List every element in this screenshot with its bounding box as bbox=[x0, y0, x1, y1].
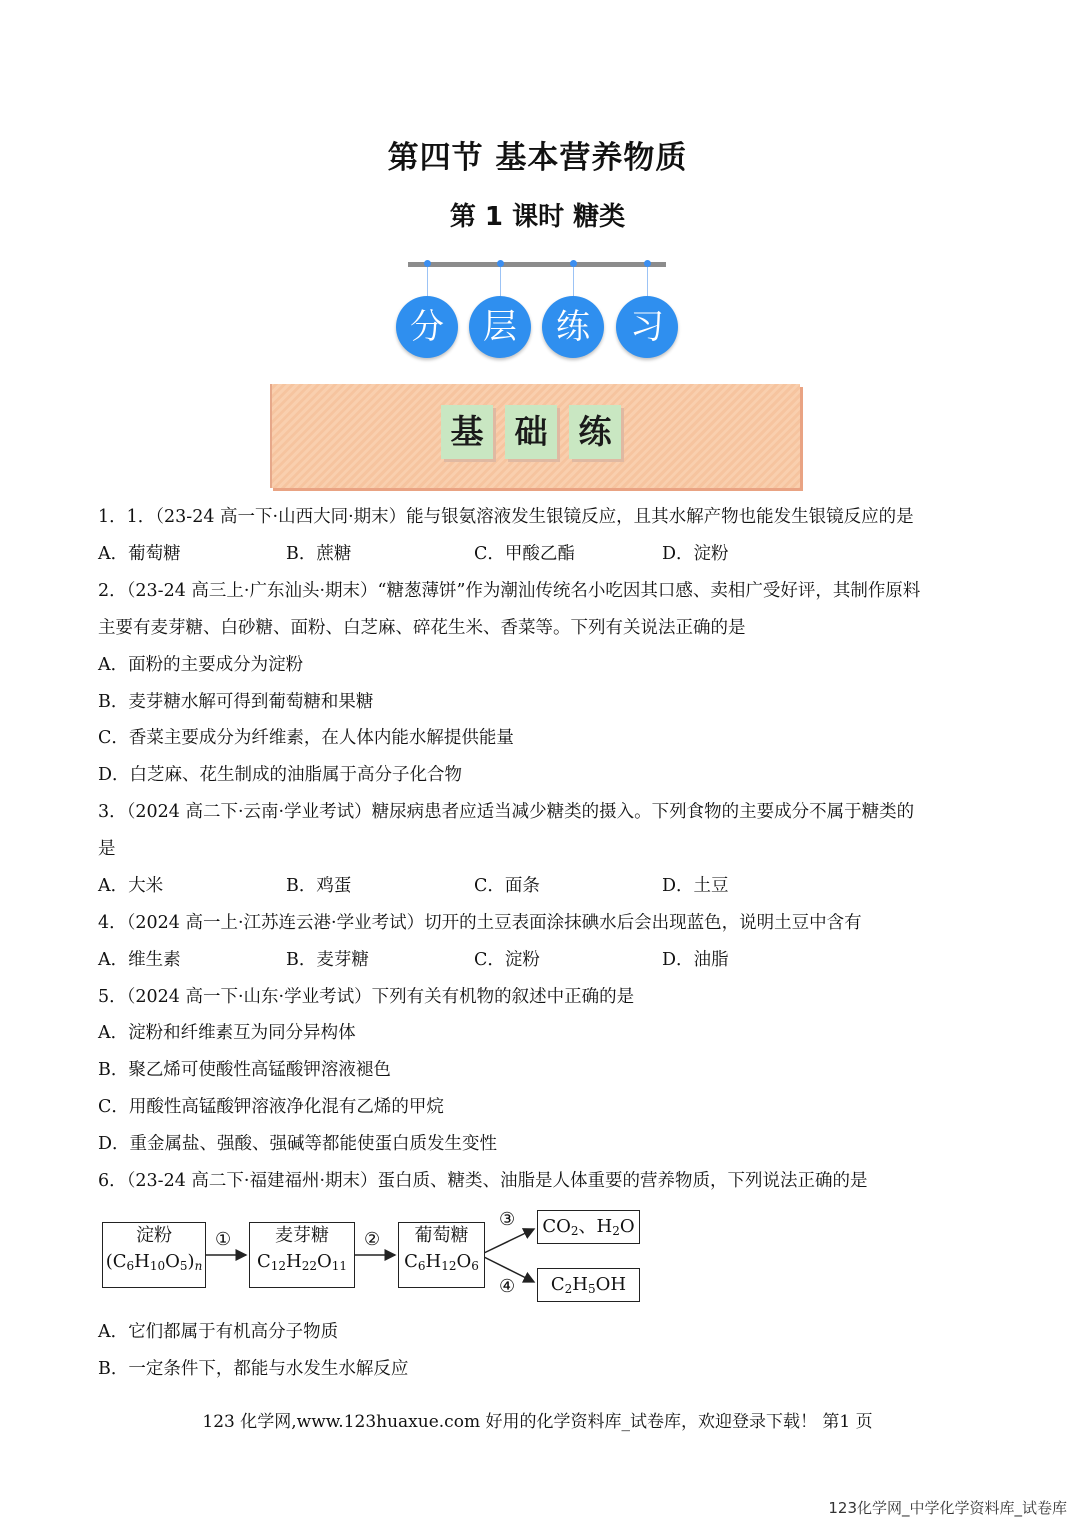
question-stem: 6．（23-24 高二下·福建福州·期末）蛋白质、糖类、油脂是人体重要的营养物质，下列说法正确的是 bbox=[98, 1171, 868, 1191]
question-stem: 5．（2024 高一下·山东·学业考试）下列有关有机物的叙述中正确的是 bbox=[98, 987, 635, 1007]
badge-char: 练 bbox=[542, 296, 604, 358]
option: C．淀粉 bbox=[474, 950, 540, 970]
question-stem: 2．（23-24 高三上·广东汕头·期末）“糖葱薄饼”作为潮汕传统名小吃因其口感、卖相广受好评，其制作原料 bbox=[98, 581, 921, 601]
box-name: 葡萄糖 bbox=[414, 1225, 469, 1246]
question-stem: 是 bbox=[98, 839, 116, 859]
question-stem: 4．（2024 高一上·江苏连云港·学业考试）切开的土豆表面涂抹碘水后会出现蓝色，说明土豆中含有 bbox=[98, 913, 862, 933]
starch-box bbox=[102, 1222, 206, 1288]
badge-dot bbox=[424, 260, 431, 267]
formula-maltose: $C_{12}H_{22}O_{11}$ bbox=[256, 1251, 348, 1273]
question-options-row bbox=[98, 948, 998, 972]
box-name: 麦芽糖 bbox=[275, 1225, 329, 1246]
question-options-row bbox=[98, 874, 998, 898]
question-options-row bbox=[98, 542, 998, 566]
badge-string bbox=[500, 266, 501, 296]
option: D．白芝麻、花生制成的油脂属于高分子化合物 bbox=[98, 765, 463, 785]
option: B．麦芽糖水解可得到葡萄糖和果糖 bbox=[98, 692, 374, 712]
step-label: ② bbox=[364, 1229, 381, 1250]
reaction-diagram bbox=[0, 1205, 1075, 1310]
option: D．油脂 bbox=[662, 950, 729, 970]
option: C．香菜主要成分为纤维素，在人体内能水解提供能量 bbox=[98, 728, 514, 748]
option: B．蔗糖 bbox=[286, 544, 352, 564]
option: A．大米 bbox=[98, 876, 164, 896]
option: A．维生素 bbox=[98, 950, 181, 970]
option: A．它们都属于有机高分子物质 bbox=[98, 1322, 339, 1342]
step-label: ③ bbox=[499, 1209, 516, 1230]
badge-char: 分 bbox=[396, 296, 458, 358]
page-subtitle: 第 1 课时 糖类 bbox=[449, 202, 626, 232]
option: C．面条 bbox=[474, 876, 540, 896]
option: C．甲酸乙酯 bbox=[474, 544, 575, 564]
formula-glucose: $C_6H_{12}O_6$ bbox=[404, 1251, 479, 1273]
badge-dot bbox=[570, 260, 577, 267]
option: B．麦芽糖 bbox=[286, 950, 369, 970]
badge-char: 层 bbox=[469, 296, 531, 358]
option: C．用酸性高锰酸钾溶液净化混有乙烯的甲烷 bbox=[98, 1097, 444, 1117]
section-char: 基 bbox=[441, 405, 493, 459]
step-label: ① bbox=[215, 1229, 232, 1250]
formula-starch: $(C_6H_{10}O_5)_n$ bbox=[105, 1251, 203, 1273]
step-label: ④ bbox=[499, 1276, 516, 1297]
badge-string bbox=[573, 266, 574, 296]
co2-h2o-box: $CO_2$、$H_2O$ bbox=[537, 1210, 640, 1244]
badge-dot bbox=[644, 260, 651, 267]
maltose-box bbox=[249, 1222, 355, 1288]
ethanol-box: $C_2H_5OH$ bbox=[537, 1268, 640, 1302]
option: D．重金属盐、强酸、强碱等都能使蛋白质发生变性 bbox=[98, 1134, 498, 1154]
watermark: 123化学网_中学化学资料库_试卷库 bbox=[828, 1499, 1067, 1517]
question-stem: 主要有麦芽糖、白砂糖、面粉、白芝麻、碎花生米、香菜等。下列有关说法正确的是 bbox=[98, 618, 746, 638]
section-char: 础 bbox=[505, 405, 557, 459]
badge-hanger-bar bbox=[408, 262, 666, 267]
option: B．鸡蛋 bbox=[286, 876, 352, 896]
option: D．土豆 bbox=[662, 876, 729, 896]
badge-string bbox=[427, 266, 428, 296]
banner-edge bbox=[270, 384, 272, 488]
page-footer: 123 化学网,www.123huaxue.com 好用的化学资料库_试卷库，欢迎登录下载！ 第1 页 bbox=[202, 1412, 873, 1432]
question-stem: 3．（2024 高二下·云南·学业考试）糖尿病患者应适当减少糖类的摄入。下列食物的主要成分不属于糖类的 bbox=[98, 802, 915, 822]
option: B．一定条件下，都能与水发生水解反应 bbox=[98, 1359, 409, 1379]
badge-dot bbox=[497, 260, 504, 267]
section-char: 练 bbox=[569, 405, 621, 459]
badge-char: 习 bbox=[616, 296, 678, 358]
badge-string bbox=[647, 266, 648, 296]
glucose-box bbox=[398, 1222, 485, 1288]
option: A．葡萄糖 bbox=[98, 544, 181, 564]
option: A．面粉的主要成分为淀粉 bbox=[98, 655, 304, 675]
question-stem: 1．1．（23-24 高一下·山西大同·期末）能与银氨溶液发生银镜反应，且其水解产物也能发生银镜反应的是 bbox=[98, 507, 914, 527]
box-name: 淀粉 bbox=[136, 1225, 172, 1246]
option: B．聚乙烯可使酸性高锰酸钾溶液褪色 bbox=[98, 1060, 391, 1080]
option: A．淀粉和纤维素互为同分异构体 bbox=[98, 1023, 356, 1043]
page-title: 第四节 基本营养物质 bbox=[387, 140, 688, 176]
option: D．淀粉 bbox=[662, 544, 729, 564]
